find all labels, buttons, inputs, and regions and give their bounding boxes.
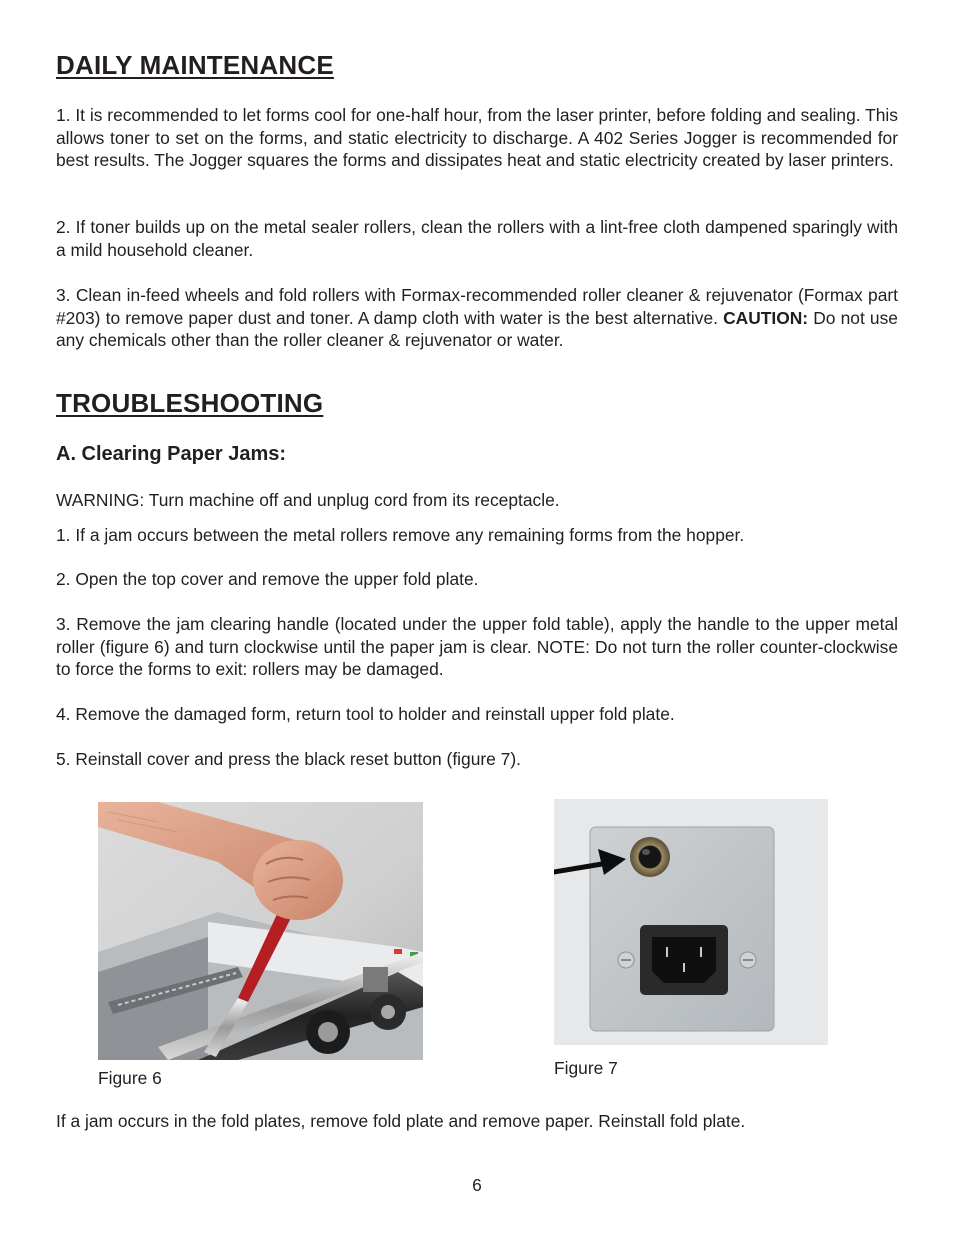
figure-6-photo bbox=[98, 802, 423, 1060]
figure-7-caption: Figure 7 bbox=[554, 1058, 618, 1078]
daily-maintenance-heading: DAILY MAINTENANCE bbox=[56, 50, 334, 80]
jam-step-1: 1. If a jam occurs between the metal rollers remove any remaining forms from the hopper. bbox=[56, 525, 745, 545]
jam-step-2: 2. Open the top cover and remove the upper fold plate. bbox=[56, 569, 479, 589]
caution-label: CAUTION: bbox=[723, 307, 809, 328]
fold-plate-jam-note: If a jam occurs in the fold plates, remove fold plate and remove paper. Reinstall fold plate. bbox=[56, 1111, 746, 1131]
figure-7-photo bbox=[554, 799, 828, 1045]
maintenance-item-2: 2. If toner builds up on the metal sealer rollers, clean the rollers with a lint-free cloth dampened sparingly with a mild household cleaner. bbox=[56, 217, 898, 260]
troubleshooting-heading: TROUBLESHOOTING bbox=[56, 388, 324, 418]
maintenance-item-3-tail: Do not use any chemicals other than the roller cleaner & rejuvenator or water. bbox=[56, 307, 898, 351]
warning-text: WARNING: Turn machine off and unplug cord from its receptacle. bbox=[56, 490, 560, 510]
jam-step-5: 5. Reinstall cover and press the black reset button (figure 7). bbox=[56, 749, 521, 769]
jam-step-3: 3. Remove the jam clearing handle (located under the upper fold table), apply the handle to the upper metal roller (figure 6) and turn clockwise until the paper jam is clear. NOTE: Do not turn the roller counter-clockwise to force the forms to exit: rollers may be damaged. bbox=[56, 614, 898, 680]
page-number: 6 bbox=[472, 1175, 482, 1195]
maintenance-item-3-text: 3. Clean in-feed wheels and fold rollers with Formax-recommended roller cleaner & rejuvenator (Formax part #203) to remove paper dust and toner. A damp cloth with water is the best alternative. bbox=[56, 285, 898, 328]
jam-step-4: 4. Remove the damaged form, return tool to holder and reinstall upper fold plate. bbox=[56, 704, 675, 724]
maintenance-item-3 bbox=[56, 284, 898, 352]
clearing-paper-jams-subheading: A. Clearing Paper Jams: bbox=[56, 443, 287, 465]
figure-6-caption: Figure 6 bbox=[98, 1068, 162, 1088]
maintenance-item-1: 1. It is recommended to let forms cool for one-half hour, from the laser printer, before folding and sealing. This allows toner to set on the forms, and static electricity to discharge. A 402 Series Jogger is recommended for best results. The Jogger squares the forms and dissipates heat and static electricity created by laser printers. bbox=[56, 105, 898, 171]
